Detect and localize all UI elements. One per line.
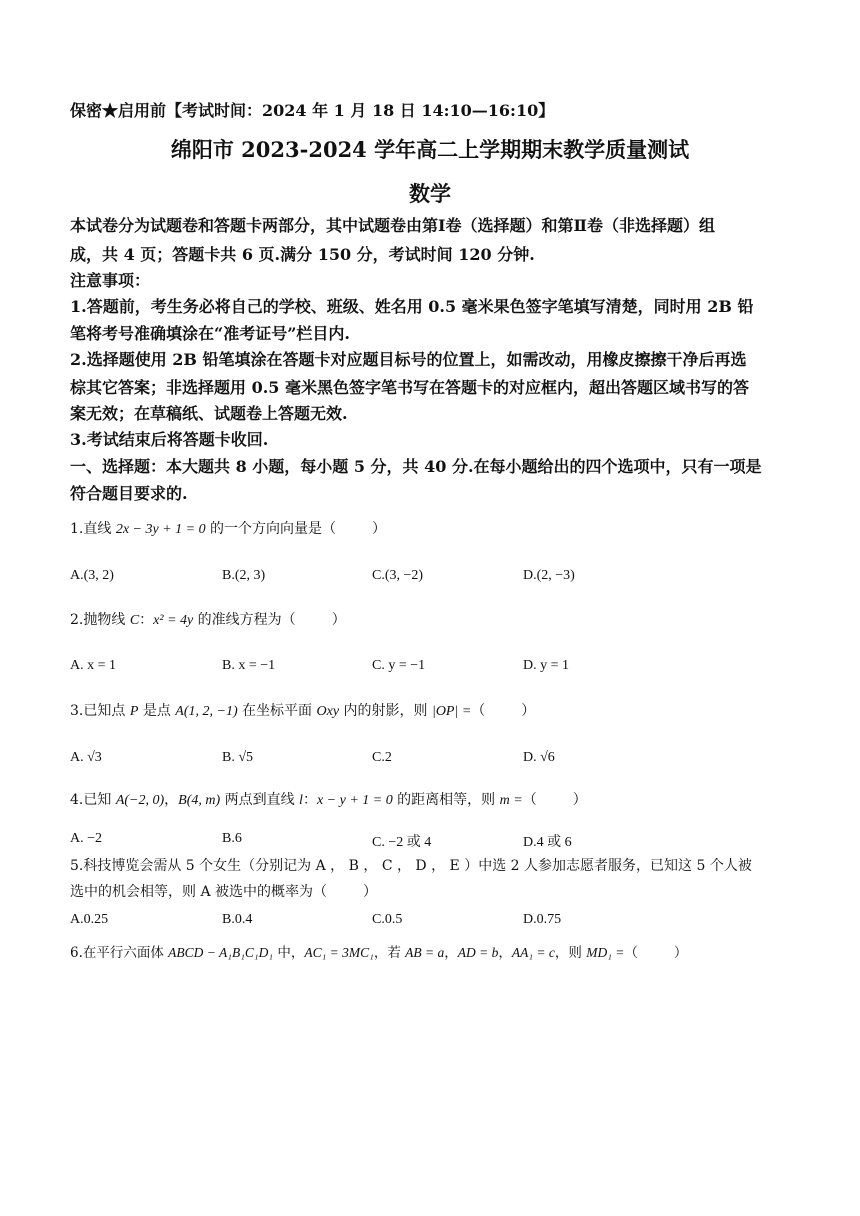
q4-open: （ [522, 792, 537, 808]
question-1 [70, 521, 790, 538]
q1-equation: 2x − 3y + 1 = 0 [115, 522, 206, 537]
q3-suffix: 内的射影，则 [339, 703, 432, 719]
q3-option-c[interactable]: C.2 [372, 750, 392, 765]
q5-option-a[interactable]: A.0.25 [70, 912, 109, 927]
q2-curve: C [129, 613, 140, 628]
question-5-line-1: 5.科技博览会需从 5 个女生（分别记为 A ， B ， C ， D ， E ）中选 2 人参加志愿者服务，已知这 5 个人被 [70, 858, 752, 874]
section-1-line-2: 符合题目要求的. [70, 484, 188, 503]
q5-option-b[interactable]: B.0.4 [222, 912, 253, 927]
q6-ruo: ，若 [373, 945, 406, 961]
q4-colon: ： [302, 792, 317, 808]
q4-option-c[interactable]: C. −2 或 4 [372, 835, 432, 850]
notice-item-2-line-2: 棕其它答案；非选择题用 0.5 毫米黑色签字笔书写在答题卡的对应框内，超出答题区域书写的答 [70, 378, 749, 397]
question-2 [70, 612, 790, 629]
q2-prefix: 2.抛物线 [70, 612, 130, 628]
q2-option-a[interactable]: A. x = 1 [70, 658, 117, 673]
intro-line-1: 本试卷分为试题卷和答题卡两部分，其中试题卷由第Ⅰ卷（选择题）和第Ⅱ卷（非选择题）组 [70, 216, 715, 235]
q3-option-b[interactable]: B. √5 [222, 750, 254, 765]
q3-option-a[interactable]: A. √3 [70, 750, 102, 765]
subject-title: 数学 [409, 181, 451, 206]
q2-option-b[interactable]: B. x = −1 [222, 658, 276, 673]
q1-option-a[interactable]: A.(3, 2) [70, 568, 114, 583]
q2-close: ） [331, 612, 346, 628]
q5-line2: 选中的机会相等，则 A 被选中的概率为（ [70, 884, 328, 900]
q3-mid2: 在坐标平面 [237, 703, 317, 719]
question-3 [70, 703, 790, 720]
q5-option-c[interactable]: C.0.5 [372, 912, 403, 927]
notice-item-1-line-2: 笔将考号准确填涂在“准考证号”栏目内. [70, 324, 350, 343]
q6-vector-aa1: AA₁ = c [511, 945, 555, 960]
q3-magnitude: |OP| = [431, 704, 472, 719]
q5-close: ） [363, 884, 378, 900]
q5-option-d[interactable]: D.0.75 [523, 912, 562, 927]
q4-prefix: 4.已知 [70, 792, 116, 808]
q4-line-l: l [299, 793, 303, 808]
q6-vector-ab: AB = a [405, 945, 445, 960]
q6-close: ） [673, 945, 688, 961]
intro-line-2: 成，共 4 页；答题卡共 6 页.满分 150 分，考试时间 120 分钟. [70, 245, 535, 264]
q3-open: （ [471, 703, 486, 719]
q4-suffix: 的距离相等，则 [392, 792, 500, 808]
q4-option-b[interactable]: B.6 [222, 831, 242, 846]
q4-mid: 两点到直线 [220, 792, 300, 808]
q2-equation: x² = 4y [153, 613, 194, 628]
q1-option-d[interactable]: D.(2, −3) [523, 568, 575, 583]
q2-option-c[interactable]: C. y = −1 [372, 658, 426, 673]
q4-option-d[interactable]: D.4 或 6 [523, 835, 572, 850]
q4-point-b: B(4, m) [178, 793, 221, 808]
q3-prefix: 3.已知点 [70, 703, 130, 719]
question-5-line-2 [70, 884, 790, 900]
q1-suffix: 的一个方向向量是（ [205, 521, 337, 537]
notice-item-1-line-1: 1.答题前，考生务必将自己的学校、班级、姓名用 0.5 毫米果色签字笔填写清楚，同时用 2B 铅 [70, 297, 754, 316]
q4-option-a[interactable]: A. −2 [70, 831, 103, 846]
q2-suffix: 的准线方程为（ [193, 612, 296, 628]
q3-point-a: A(1, 2, −1) [175, 704, 238, 719]
q3-plane: Oxy [316, 704, 340, 719]
q3-close: ） [521, 703, 536, 719]
q4-equation: x − y + 1 = 0 [316, 793, 393, 808]
q6-vector-ad: AD = b [457, 945, 499, 960]
q6-vector-md1: MD₁ = [586, 945, 625, 960]
q2-option-d[interactable]: D. y = 1 [523, 658, 570, 673]
q6-mid: 中， [273, 945, 305, 961]
notice-item-2-line-3: 案无效；在草稿纸、试题卷上答题无效. [70, 404, 348, 423]
q6-solid: ABCD − A₁B₁C₁D₁ [168, 945, 274, 960]
q6-prefix: 6.在平行六面体 [70, 945, 169, 961]
question-4 [70, 792, 790, 809]
q6-then: ，则 [554, 945, 587, 961]
q4-sep: ， [164, 792, 179, 808]
exam-time-header: 保密★启用前【考试时间：2024 年 1 月 18 日 14:10—16:10】 [70, 101, 555, 120]
q3-option-d[interactable]: D. √6 [523, 750, 555, 765]
q1-close: ） [372, 521, 387, 537]
notice-title: 注意事项： [70, 271, 151, 290]
q6-relation: AC₁ = 3MC₁ [304, 945, 374, 960]
q4-m: m = [499, 793, 523, 808]
q4-close: ） [572, 792, 587, 808]
q4-point-a: A(−2, 0) [115, 793, 165, 808]
q3-point-p: P [129, 704, 139, 719]
notice-item-3: 3.考试结束后将答题卡收回. [70, 430, 269, 449]
exam-title: 绵阳市 2023-2024 学年高二上学期期末教学质量测试 [170, 137, 690, 162]
q1-option-c[interactable]: C.(3, −2) [372, 568, 424, 583]
notice-item-2-line-1: 2.选择题使用 2B 铅笔填涂在答题卡对应题目标号的位置上，如需改动，用橡皮擦擦干净后再选 [70, 350, 747, 369]
q1-option-b[interactable]: B.(2, 3) [222, 568, 266, 583]
q3-mid: 是点 [138, 703, 176, 719]
question-6: 6.在平行六面体 ABCD − A₁B₁C₁D₁ 中，AC₁ = 3MC₁，若 AB = a，AD = b，AA₁ = c，则 MD₁ =（ ） [70, 945, 688, 961]
q1-prefix: 1.直线 [70, 521, 116, 537]
q2-colon: ： [139, 612, 154, 628]
q6-open: （ [624, 945, 638, 961]
section-1-line-1: 一、选择题：本大题共 8 小题，每小题 5 分，共 40 分.在每小题给出的四个选项中，只有一项是 [70, 457, 762, 476]
